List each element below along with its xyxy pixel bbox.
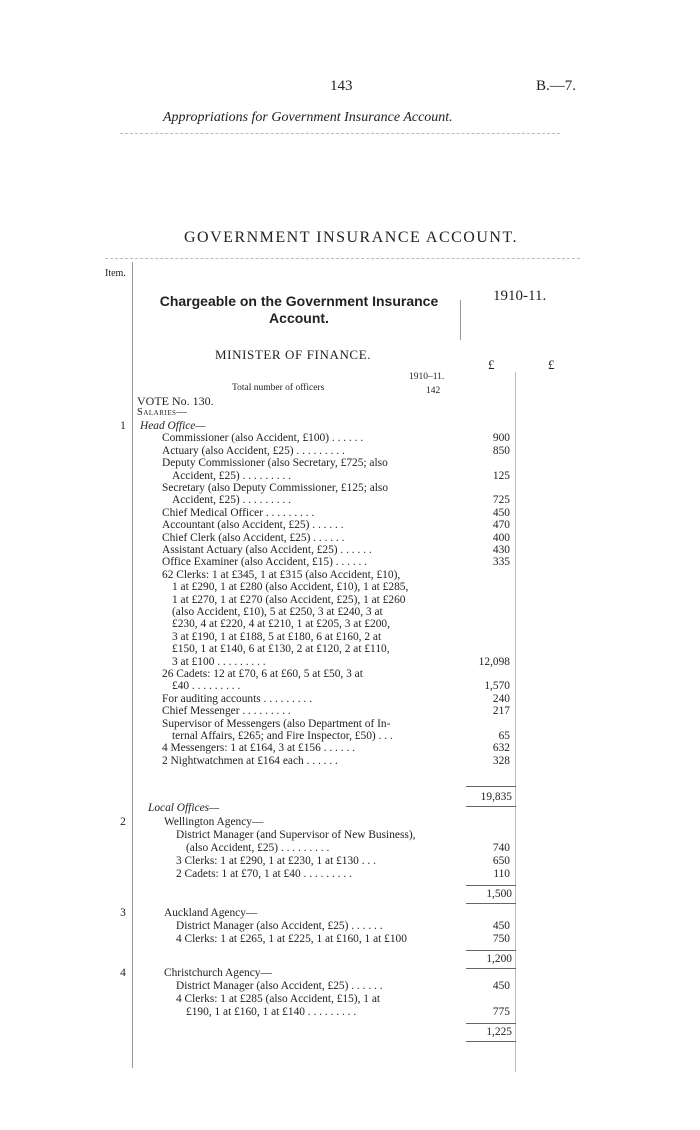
- chargeable-heading: Chargeable on the Government Insurance Account.: [159, 293, 439, 326]
- line-text: Actuary (also Accident, £25) . . . . . . . . .: [162, 444, 345, 457]
- line-text: 3 at £190, 1 at £188, 5 at £180, 6 at £160, 2 at: [172, 630, 382, 643]
- line-text: Assistant Actuary (also Accident, £25) . . . . . .: [162, 544, 372, 556]
- line-amount: 110: [493, 868, 510, 880]
- subtotal-rule: [466, 903, 516, 904]
- line-text: Wellington Agency—: [164, 816, 264, 828]
- line-amount: 725: [492, 494, 510, 507]
- subtotal-rule: [466, 885, 516, 886]
- line-amount: 850: [492, 444, 510, 457]
- line-amount: 125: [492, 469, 510, 482]
- line-amount: 740: [492, 842, 510, 854]
- line-amount: 240: [492, 692, 510, 705]
- line-text: Office Examiner (also Accident, £15) . . . . . .: [162, 556, 368, 569]
- agency-total: 1,200: [486, 953, 512, 965]
- line-text: 4 Messengers: 1 at £164, 3 at £156 . . . . . .: [162, 742, 355, 755]
- line-text: Deputy Commissioner (also Secretary, £725; also: [162, 457, 388, 470]
- local-offices-heading: Local Offices—: [148, 802, 220, 814]
- line-amount: 632: [492, 742, 510, 755]
- title-rule: [105, 258, 580, 259]
- line-text: 4 Clerks: 1 at £285 (also Accident, £15), 1 at: [176, 993, 381, 1005]
- officers-year: 1910–11.: [409, 372, 445, 382]
- agency-line: [0, 992, 700, 1006]
- line-text: Accountant (also Accident, £25) . . . . . .: [162, 519, 344, 532]
- line-text: Accident, £25) . . . . . . . . .: [172, 469, 291, 482]
- agency-total: 1,500: [486, 888, 512, 900]
- item-number: 1: [120, 420, 126, 432]
- agency-line: [0, 932, 700, 946]
- line-text: Accident, £25) . . . . . . . . .: [172, 494, 291, 507]
- officers-label: Total number of officers: [232, 383, 325, 393]
- line-text: Head Office—: [140, 420, 206, 432]
- line-text: £230, 4 at £220, 4 at £210, 1 at £205, 3 at £200,: [172, 618, 390, 631]
- line-amount: 470: [492, 519, 510, 532]
- line-text: 2 Cadets: 1 at £70, 1 at £40 . . . . . . . . .: [176, 868, 352, 880]
- line-text: Supervisor of Messengers (also Department of In-: [162, 717, 391, 730]
- minister-heading: MINISTER OF FINANCE.: [215, 347, 372, 362]
- subtotal-rule: [466, 1023, 516, 1024]
- pound-sign-right: £: [548, 357, 555, 372]
- line-amount: 450: [492, 980, 510, 992]
- line-amount: 650: [492, 855, 510, 867]
- line-text: District Manager (also Accident, £25) . . . . . .: [176, 980, 383, 992]
- agency-total: 1,225: [486, 1026, 512, 1038]
- page-number: 143: [330, 78, 353, 94]
- agency-heading: [0, 966, 700, 980]
- line-text: Commissioner (also Accident, £100) . . . . . .: [162, 432, 364, 445]
- agency-line: [0, 867, 700, 881]
- line-text: For auditing accounts . . . . . . . . .: [162, 692, 312, 705]
- head-office-total: 19,835: [480, 791, 512, 803]
- line-amount: 450: [492, 506, 510, 519]
- line-text: (also Accident, £25) . . . . . . . . .: [186, 842, 330, 854]
- agency-line: [0, 828, 700, 842]
- line-text: 62 Clerks: 1 at £345, 1 at £315 (also Accident, £10),: [162, 568, 401, 581]
- item-column-header: Item.: [105, 268, 126, 279]
- running-title: Appropriations for Government Insurance Account.: [163, 110, 453, 125]
- line-amount: 335: [492, 556, 510, 569]
- line-text: Christchurch Agency—: [164, 967, 272, 979]
- subtotal-rule: [466, 806, 516, 807]
- line-text: 3 at £100 . . . . . . . . .: [172, 655, 266, 668]
- line-text: 26 Cadets: 12 at £70, 6 at £60, 5 at £50, 3 at: [162, 668, 363, 680]
- agency-line: [0, 841, 700, 855]
- line-amount: 328: [492, 754, 510, 767]
- item-number: 2: [120, 816, 126, 828]
- line-amount: 65: [498, 730, 510, 742]
- line-text: District Manager (and Supervisor of New Business),: [176, 829, 416, 841]
- year-column-header: 1910-11.: [493, 288, 547, 304]
- agency-line: [0, 979, 700, 993]
- line-text: 2 Nightwatchmen at £164 each . . . . . .: [162, 754, 338, 767]
- line-text: 1 at £270, 1 at £270 (also Accident, £25), 1 at £260: [172, 593, 406, 606]
- line-text: Chief Messenger . . . . . . . . .: [162, 705, 291, 718]
- line-amount: 750: [492, 933, 510, 945]
- line-amount: 430: [492, 544, 510, 556]
- pound-sign-left: £: [488, 357, 495, 372]
- line-text: £190, 1 at £160, 1 at £140 . . . . . . . . .: [186, 1006, 357, 1018]
- line-text: (also Accident, £10), 5 at £250, 3 at £240, 3 at: [172, 606, 383, 618]
- vote-number: VOTE No. 130.: [137, 394, 214, 408]
- line-amount: 900: [492, 432, 510, 445]
- page-title: GOVERNMENT INSURANCE ACCOUNT.: [184, 229, 519, 246]
- agency-line: [0, 854, 700, 868]
- subtotal-rule: [466, 1041, 516, 1042]
- line-text: Chief Clerk (also Accident, £25) . . . . . .: [162, 531, 345, 544]
- salaries-heading: Salaries—: [137, 407, 188, 418]
- line-text: 1 at £290, 1 at £280 (also Accident, £10), 1 at £285,: [172, 581, 409, 594]
- line-amount: 775: [492, 1006, 510, 1018]
- document-reference: B.—7.: [536, 78, 577, 94]
- line-amount: 1,570: [484, 680, 510, 693]
- item-number: 4: [120, 967, 126, 979]
- line-text: £40 . . . . . . . . .: [172, 680, 241, 693]
- header-rule: [120, 133, 560, 134]
- line-text: Auckland Agency—: [164, 907, 258, 919]
- line-text: 4 Clerks: 1 at £265, 1 at £225, 1 at £160, 1 at £100: [176, 933, 407, 945]
- agency-heading: [0, 906, 700, 920]
- line-text: 3 Clerks: 1 at £290, 1 at £230, 1 at £130 . . .: [176, 855, 376, 867]
- agency-heading: [0, 815, 700, 829]
- line-amount: 217: [492, 705, 510, 718]
- line-amount: 12,098: [478, 655, 510, 668]
- agency-line: [0, 919, 700, 933]
- line-text: ternal Affairs, £265; and Fire Inspector, £50) . . .: [172, 730, 393, 742]
- line-text: Secretary (also Deputy Commissioner, £125; also: [162, 482, 389, 494]
- subtotal-rule: [466, 950, 516, 951]
- item-number: 3: [120, 907, 126, 919]
- agency-line: [0, 1005, 700, 1019]
- line-amount: 450: [492, 920, 510, 932]
- line-text: Chief Medical Officer . . . . . . . . .: [162, 506, 315, 519]
- line-text: £150, 1 at £140, 6 at £130, 2 at £120, 2 at £110,: [172, 643, 390, 656]
- year-column-rule: [460, 300, 461, 340]
- line-amount: 400: [492, 531, 510, 544]
- head-office-line: [0, 754, 700, 768]
- officers-count: 142: [426, 386, 441, 396]
- subtotal-rule: [466, 786, 516, 787]
- line-text: District Manager (also Accident, £25) . . . . . .: [176, 920, 383, 932]
